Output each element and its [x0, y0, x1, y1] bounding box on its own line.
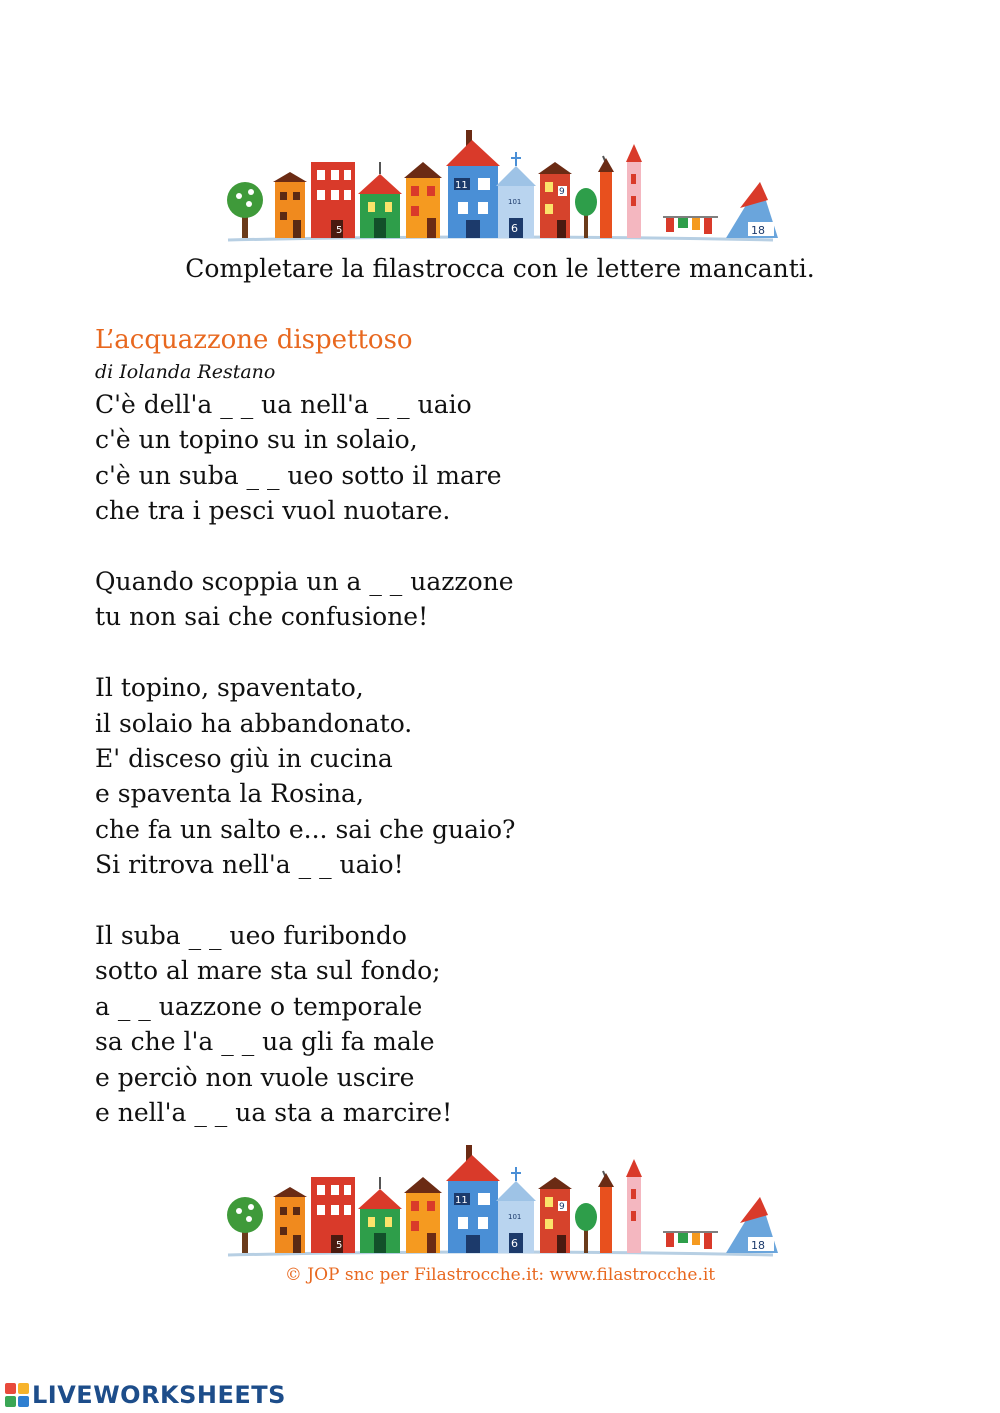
liveworksheets-logo-icon — [4, 1382, 30, 1408]
poem-line: Il topino, spaventato, — [95, 673, 364, 703]
village-banner-bottom — [218, 1137, 780, 1257]
poem-line: che tra i pesci vuol nuotare. — [95, 496, 451, 526]
svg-text:6: 6 — [511, 222, 518, 235]
svg-text:18: 18 — [751, 224, 765, 237]
poem-line: tu non sai che confusione! — [95, 602, 429, 632]
poem-author: di Iolanda Restano — [95, 361, 276, 383]
poem-line: che fa un salto e... sai che guaio? — [95, 814, 516, 844]
tree-icon — [227, 182, 263, 238]
stanza — [95, 918, 955, 1130]
poem-line: a _ _ uazzone o temporale — [95, 991, 423, 1021]
poem-line: sotto al mare sta sul fondo; — [95, 956, 441, 986]
svg-text:11: 11 — [455, 180, 468, 191]
poem-title: L’acquazzone dispettoso — [95, 325, 413, 355]
poem-line: e perciò non vuole uscire — [95, 1062, 415, 1092]
poem-line: C'è dell'a _ _ ua nell'a _ _ uaio — [95, 390, 472, 419]
svg-text:18: 18 — [751, 1239, 765, 1252]
liveworksheets-logo[interactable] — [4, 1381, 286, 1409]
svg-text:9: 9 — [559, 187, 565, 197]
stanza — [95, 564, 955, 635]
poem-line: e nell'a _ _ ua sta a marcire! — [95, 1098, 453, 1128]
village-illustration — [218, 1137, 780, 1257]
poem-line: sa che l'a _ _ ua gli fa male — [95, 1027, 435, 1057]
poem-line: c'è un suba _ _ ueo sotto il mare — [95, 460, 502, 490]
stanza — [95, 670, 955, 882]
svg-text:5: 5 — [336, 225, 343, 236]
poem-line: c'è un topino su in solaio, — [95, 425, 418, 455]
clothesline-icon — [663, 217, 718, 234]
instruction-text: Completare la filastrocca con le lettere mancanti. — [185, 254, 815, 283]
village-illustration — [218, 122, 780, 242]
svg-text:101: 101 — [508, 198, 522, 206]
poem-line: Il suba _ _ ueo furibondo — [95, 921, 407, 951]
svg-text:5: 5 — [336, 1240, 343, 1251]
poem-body — [95, 387, 955, 1166]
stanza — [95, 387, 955, 529]
svg-text:6: 6 — [511, 1237, 518, 1250]
poem-line: E' disceso giù in cucina — [95, 744, 393, 774]
svg-text:9: 9 — [559, 1202, 565, 1212]
poem-line: Quando scoppia un a _ _ uazzone — [95, 567, 514, 597]
tree-icon — [227, 1197, 263, 1253]
clothesline-icon — [663, 1232, 718, 1249]
copyright-footer: © JOP snc per Filastrocche.it: www.filastrocche.it — [284, 1265, 716, 1285]
poem-line: e spaventa la Rosina, — [95, 779, 364, 809]
village-banner-top — [218, 122, 780, 242]
svg-text:11: 11 — [455, 1195, 468, 1206]
poem-line: Si ritrova nell'a _ _ uaio! — [95, 850, 404, 880]
svg-text:101: 101 — [508, 1213, 522, 1221]
logo-text: LIVEWORKSHEETS — [32, 1381, 286, 1409]
poem-line: il solaio ha abbandonato. — [95, 708, 413, 738]
